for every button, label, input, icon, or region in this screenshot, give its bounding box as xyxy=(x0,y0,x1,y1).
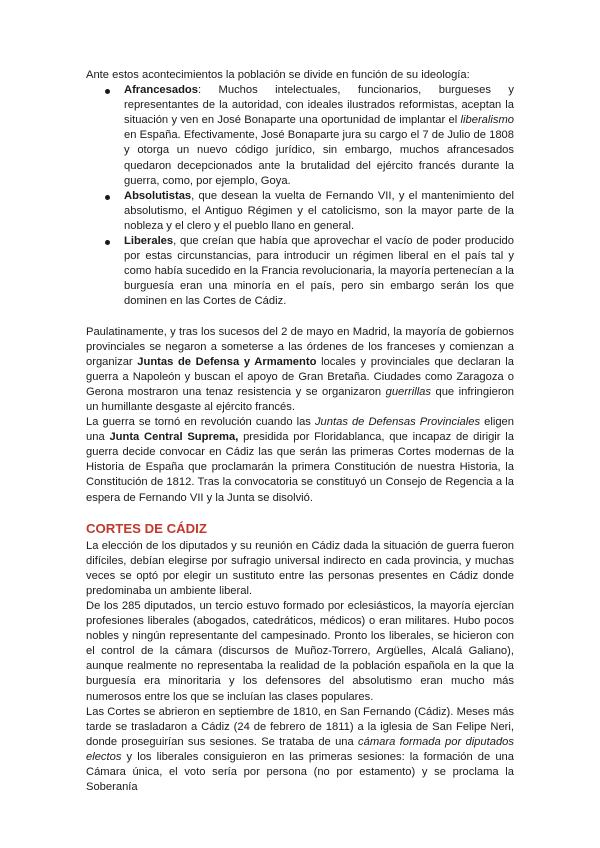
guerrillas-emphasis: guerrillas xyxy=(385,385,431,398)
document-body xyxy=(86,68,514,795)
juntas-text: Paulatinamente, y tras los sucesos del 2 de mayo en Madrid, la mayoría de gobiernos provinciales se negaron a someterse a las órdenes de los franceses y comienzan a organizar xyxy=(86,325,514,368)
cortes-text-2: y los liberales consiguieron en las primeras sesiones: la formación de una Cámara única, el voto sería por persona (no por estamento) y se proclama la Soberanía xyxy=(86,750,514,794)
faction-text-continued: en España. Efectivamente, José Bonaparte jura su cargo el 7 de Julio de 1808 y otorga un nuevo código jurídico, sin embargo, muchos afrancesados quedaron decepcionados ante la brutalidad del ejército francés durante la guerra, como, por ejemplo, Goya. xyxy=(124,129,514,187)
factions-list xyxy=(86,83,514,309)
faction-name: Liberales xyxy=(124,235,174,248)
guerra-text-3: presidida por Floridablanca, que incapaz de dirigir la guerra decide convocar en Cádiz las que serán las primeras Cortes modernas de la Historia de España que proclamarán la primera Constitución de nuestra Historia, la Constitución de 1812. Tras la convocatoria se constituyó un Consejo de Regencia a la espera de Fernando VII y la Junta se disolvió. xyxy=(86,431,514,504)
intro-paragraph: Ante estos acontecimientos la población se divide en función de su ideología: xyxy=(86,69,470,81)
bullet-icon xyxy=(105,195,110,200)
guerra-paragraph xyxy=(86,415,514,506)
junta-central-bold: Junta Central Suprema, xyxy=(109,431,239,444)
faction-text: , que creían que había que aprovechar el vacío de poder producido por estas circunstancias, para introducir un régimen liberal en el país tal y como había sucedido en la Francia revolucionaria, la mayoría pertenecían a la burguesía eran una minoría en el país, pero sin embargo serán los que dominen en las Cortes de Cádiz. xyxy=(124,235,514,308)
list-item-afrancesados xyxy=(124,83,514,189)
faction-text: : Muchos intelectuales, funcionarios, burgueses y representantes de la autoridad, con ideales ilustrados reformistas, aceptan la situación y ven en José Bonaparte una oportunidad de implantar el xyxy=(124,84,514,127)
guerra-text: La guerra se tornó en revolución cuando las xyxy=(86,416,315,429)
section-title: CORTES DE CÁDIZ xyxy=(86,520,207,536)
bullet-icon xyxy=(105,240,110,245)
list-item-liberales xyxy=(124,234,514,309)
juntas-text-3: que infringieron un humillante desgaste al ejército francés. xyxy=(86,385,514,413)
juntas-paragraph xyxy=(86,325,514,416)
juntas-provinciales-emphasis: Juntas de Defensas Provinciales xyxy=(314,416,481,429)
faction-text: , que desean la vuelta de Fernando VII, y el mantenimiento del absolutismo, el Antiguo Régimen y el catolicismo, son la mayor parte de la nobleza y el clero y el pueblo llano en general. xyxy=(124,189,514,232)
eleccion-paragraph: La elección de los diputados y su reunión en Cádiz dada la situación de guerra fueron difíciles, debían elegirse por sufragio universal indirecto en cada provincia, y muchas veces se optó por elegir un sustituto entre las personas presentes en Cádiz donde predominaba un ambiente liberal. xyxy=(86,539,514,597)
faction-emphasis: liberalismo xyxy=(460,114,514,127)
list-item-absolutistas xyxy=(124,189,514,234)
juntas-text-2: locales y provinciales que declaran la guerra a Napoleón y buscan el apoyo de Gran Bretaña. Ciudades como Zaragoza o Gerona mostraron una tenaz resistencia y se organizaron xyxy=(86,355,515,398)
bullet-icon xyxy=(105,89,110,94)
cortes-text: Las Cortes se abrieron en septiembre de 1810, en San Fernando (Cádiz). Meses más tarde se trasladaron a Cádiz (24 de febrero de 1811) a la iglesia de San Felipe Neri, donde proseguirían sus sesiones. Se trataba de una xyxy=(86,705,514,748)
juntas-bold: Juntas de Defensa y Armamento xyxy=(137,355,317,368)
guerra-text-2: eligen una xyxy=(86,416,515,444)
faction-name: Absolutistas xyxy=(124,189,192,202)
faction-name: Afrancesados xyxy=(124,84,198,97)
camara-emphasis: cámara formada por diputados electos xyxy=(86,735,514,763)
cortes-paragraph xyxy=(86,705,514,796)
diputados-paragraph: De los 285 diputados, un tercio estuvo formado por eclesiásticos, la mayoría ejercían profesiones liberales (abogados, catedráticos, médicos) o eran militares. Hubo pocos nobles y ningún representante del campesinado. Pronto los liberales, se hicieron con el control de la cámara (discursos de Muñoz-Torrero, Argüelles, Alcalá Galiano), aunque realmente no representaba la realidad de la población española en la que la burguesía era minoritaria y los defensores del absolutismo eran mucho más numerosos entre los que se incluían las clases populares. xyxy=(86,600,514,703)
